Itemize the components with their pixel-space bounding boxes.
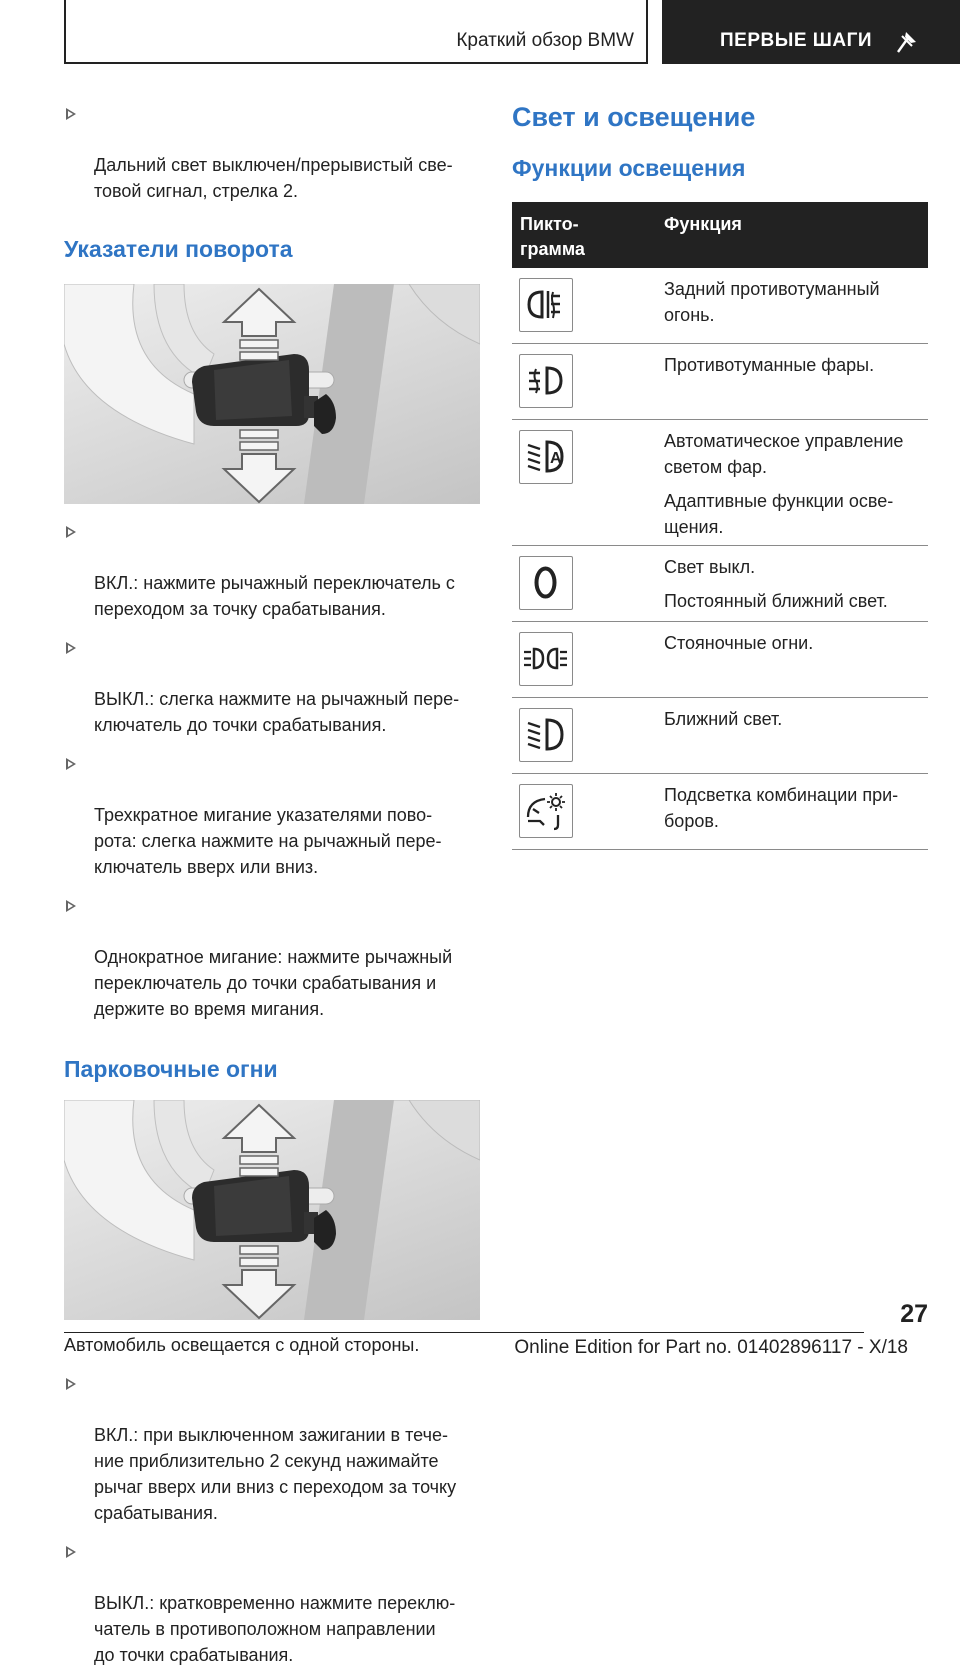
list-item-text: ВКЛ.: при выключенном зажигании в тече- ние приблизительно 2 секунд нажимайте рычаг вверх или вниз с переходом за точку срабатывания.: [94, 1425, 457, 1523]
table-row: [512, 622, 928, 698]
row-text: [664, 554, 926, 622]
bullet-triangle-icon: [66, 1378, 76, 1390]
parking-light-lever-image: [64, 1100, 480, 1320]
header-title-box: [64, 0, 648, 64]
parking-lights-list: [64, 1370, 480, 1668]
bullet-triangle-icon: [66, 900, 76, 912]
bullet-triangle-icon: [66, 758, 76, 770]
table-row: [512, 698, 928, 774]
bullet-triangle-icon: [66, 526, 76, 538]
lights-off-zero-icon: [519, 556, 573, 610]
bullet-triangle-icon: [66, 108, 76, 120]
parking-lights-heading: Парковочные огни: [64, 1056, 278, 1082]
function-description: Автоматическое управление светом фар.: [664, 431, 904, 477]
lighting-title: Свет и освещение: [512, 102, 756, 132]
edition-info: Online Edition for Part no. 01402896117 - X/18: [514, 1337, 908, 1358]
front-fog-light-icon: [519, 354, 573, 408]
turn-signals-list: [64, 518, 480, 1022]
row-text: [664, 352, 926, 386]
table-row: [512, 546, 928, 622]
lever-illustration: [64, 1100, 480, 1320]
list-item: [64, 100, 480, 204]
parking-lights-text: Автомобиль освещается с одной стороны.: [64, 1335, 420, 1355]
lighting-functions-table: [512, 202, 928, 850]
auto-headlight-icon: [519, 430, 573, 484]
page-number: 27: [900, 1300, 928, 1328]
list-item-text: Однократное мигание: нажмите рычажный переключатель до точки срабатывания и держите во время мигания.: [94, 947, 453, 1019]
function-description: Противотуманные фары.: [664, 355, 875, 375]
lever-illustration: [64, 284, 480, 504]
list-item: [64, 1538, 480, 1668]
function-description: Подсветка комбинации при- боров.: [664, 785, 899, 831]
function-description: Стояночные огни.: [664, 633, 814, 653]
bullet-triangle-icon: [66, 1546, 76, 1558]
column-header-function: Функция: [664, 214, 742, 234]
bullet-triangle-icon: [66, 642, 76, 654]
column-header-pictogram: Пикто- грамма: [520, 214, 585, 259]
list-item: [64, 518, 480, 622]
row-text: [664, 782, 926, 842]
section-tab[interactable]: [662, 0, 960, 64]
footer-divider: [64, 1332, 864, 1333]
table-row: [512, 420, 928, 546]
list-item: [64, 892, 480, 1022]
list-item: [64, 1370, 480, 1526]
svg-text:A: A: [550, 450, 562, 467]
row-text: [664, 706, 926, 740]
document-title: Краткий обзор BMW: [456, 30, 634, 51]
table-row: [512, 344, 928, 420]
row-text: [664, 630, 926, 664]
right-column: [512, 100, 928, 850]
row-text: [664, 428, 926, 548]
list-item: [64, 750, 480, 880]
left-column: [64, 100, 480, 1680]
list-item: [64, 634, 480, 738]
table-header: [512, 202, 928, 268]
parking-lights-icon: [519, 632, 573, 686]
low-beam-icon: [519, 708, 573, 762]
function-description: Ближний свет.: [664, 709, 783, 729]
list-item-text: ВЫКЛ.: слегка нажмите на рычажный пере- ключатель до точки срабатывания.: [94, 689, 460, 735]
rear-fog-light-icon: [519, 278, 573, 332]
table-row: [512, 268, 928, 344]
table-row: [512, 774, 928, 850]
function-description: Постоянный ближний свет.: [664, 591, 888, 611]
row-text: [664, 276, 926, 336]
flag-icon: [894, 28, 920, 54]
function-description: Адаптивные функции осве- щения.: [664, 491, 894, 537]
instrument-lighting-icon: [519, 784, 573, 838]
function-description: Свет выкл.: [664, 557, 756, 577]
list-item-text: Дальний свет выключен/прерывистый све- товой сигнал, стрелка 2.: [94, 155, 453, 201]
function-description: Задний противотуманный огонь.: [664, 279, 880, 325]
section-label: ПЕРВЫЕ ШАГИ: [720, 30, 873, 51]
lighting-functions-subtitle: Функции освещения: [512, 155, 746, 181]
list-item-text: ВКЛ.: нажмите рычажный переключатель с переходом за точку срабатывания.: [94, 573, 455, 619]
list-item-text: Трехкратное мигание указателями пово- рота: слегка нажмите на рычажный пере- ключатель вверх или вниз.: [94, 805, 442, 877]
list-item-text: ВЫКЛ.: кратковременно нажмите переклю- чатель в противоположном направлении до точки срабатывания.: [94, 1593, 456, 1665]
turn-signals-heading: Указатели поворота: [64, 236, 293, 262]
turn-signal-lever-image: [64, 284, 480, 504]
